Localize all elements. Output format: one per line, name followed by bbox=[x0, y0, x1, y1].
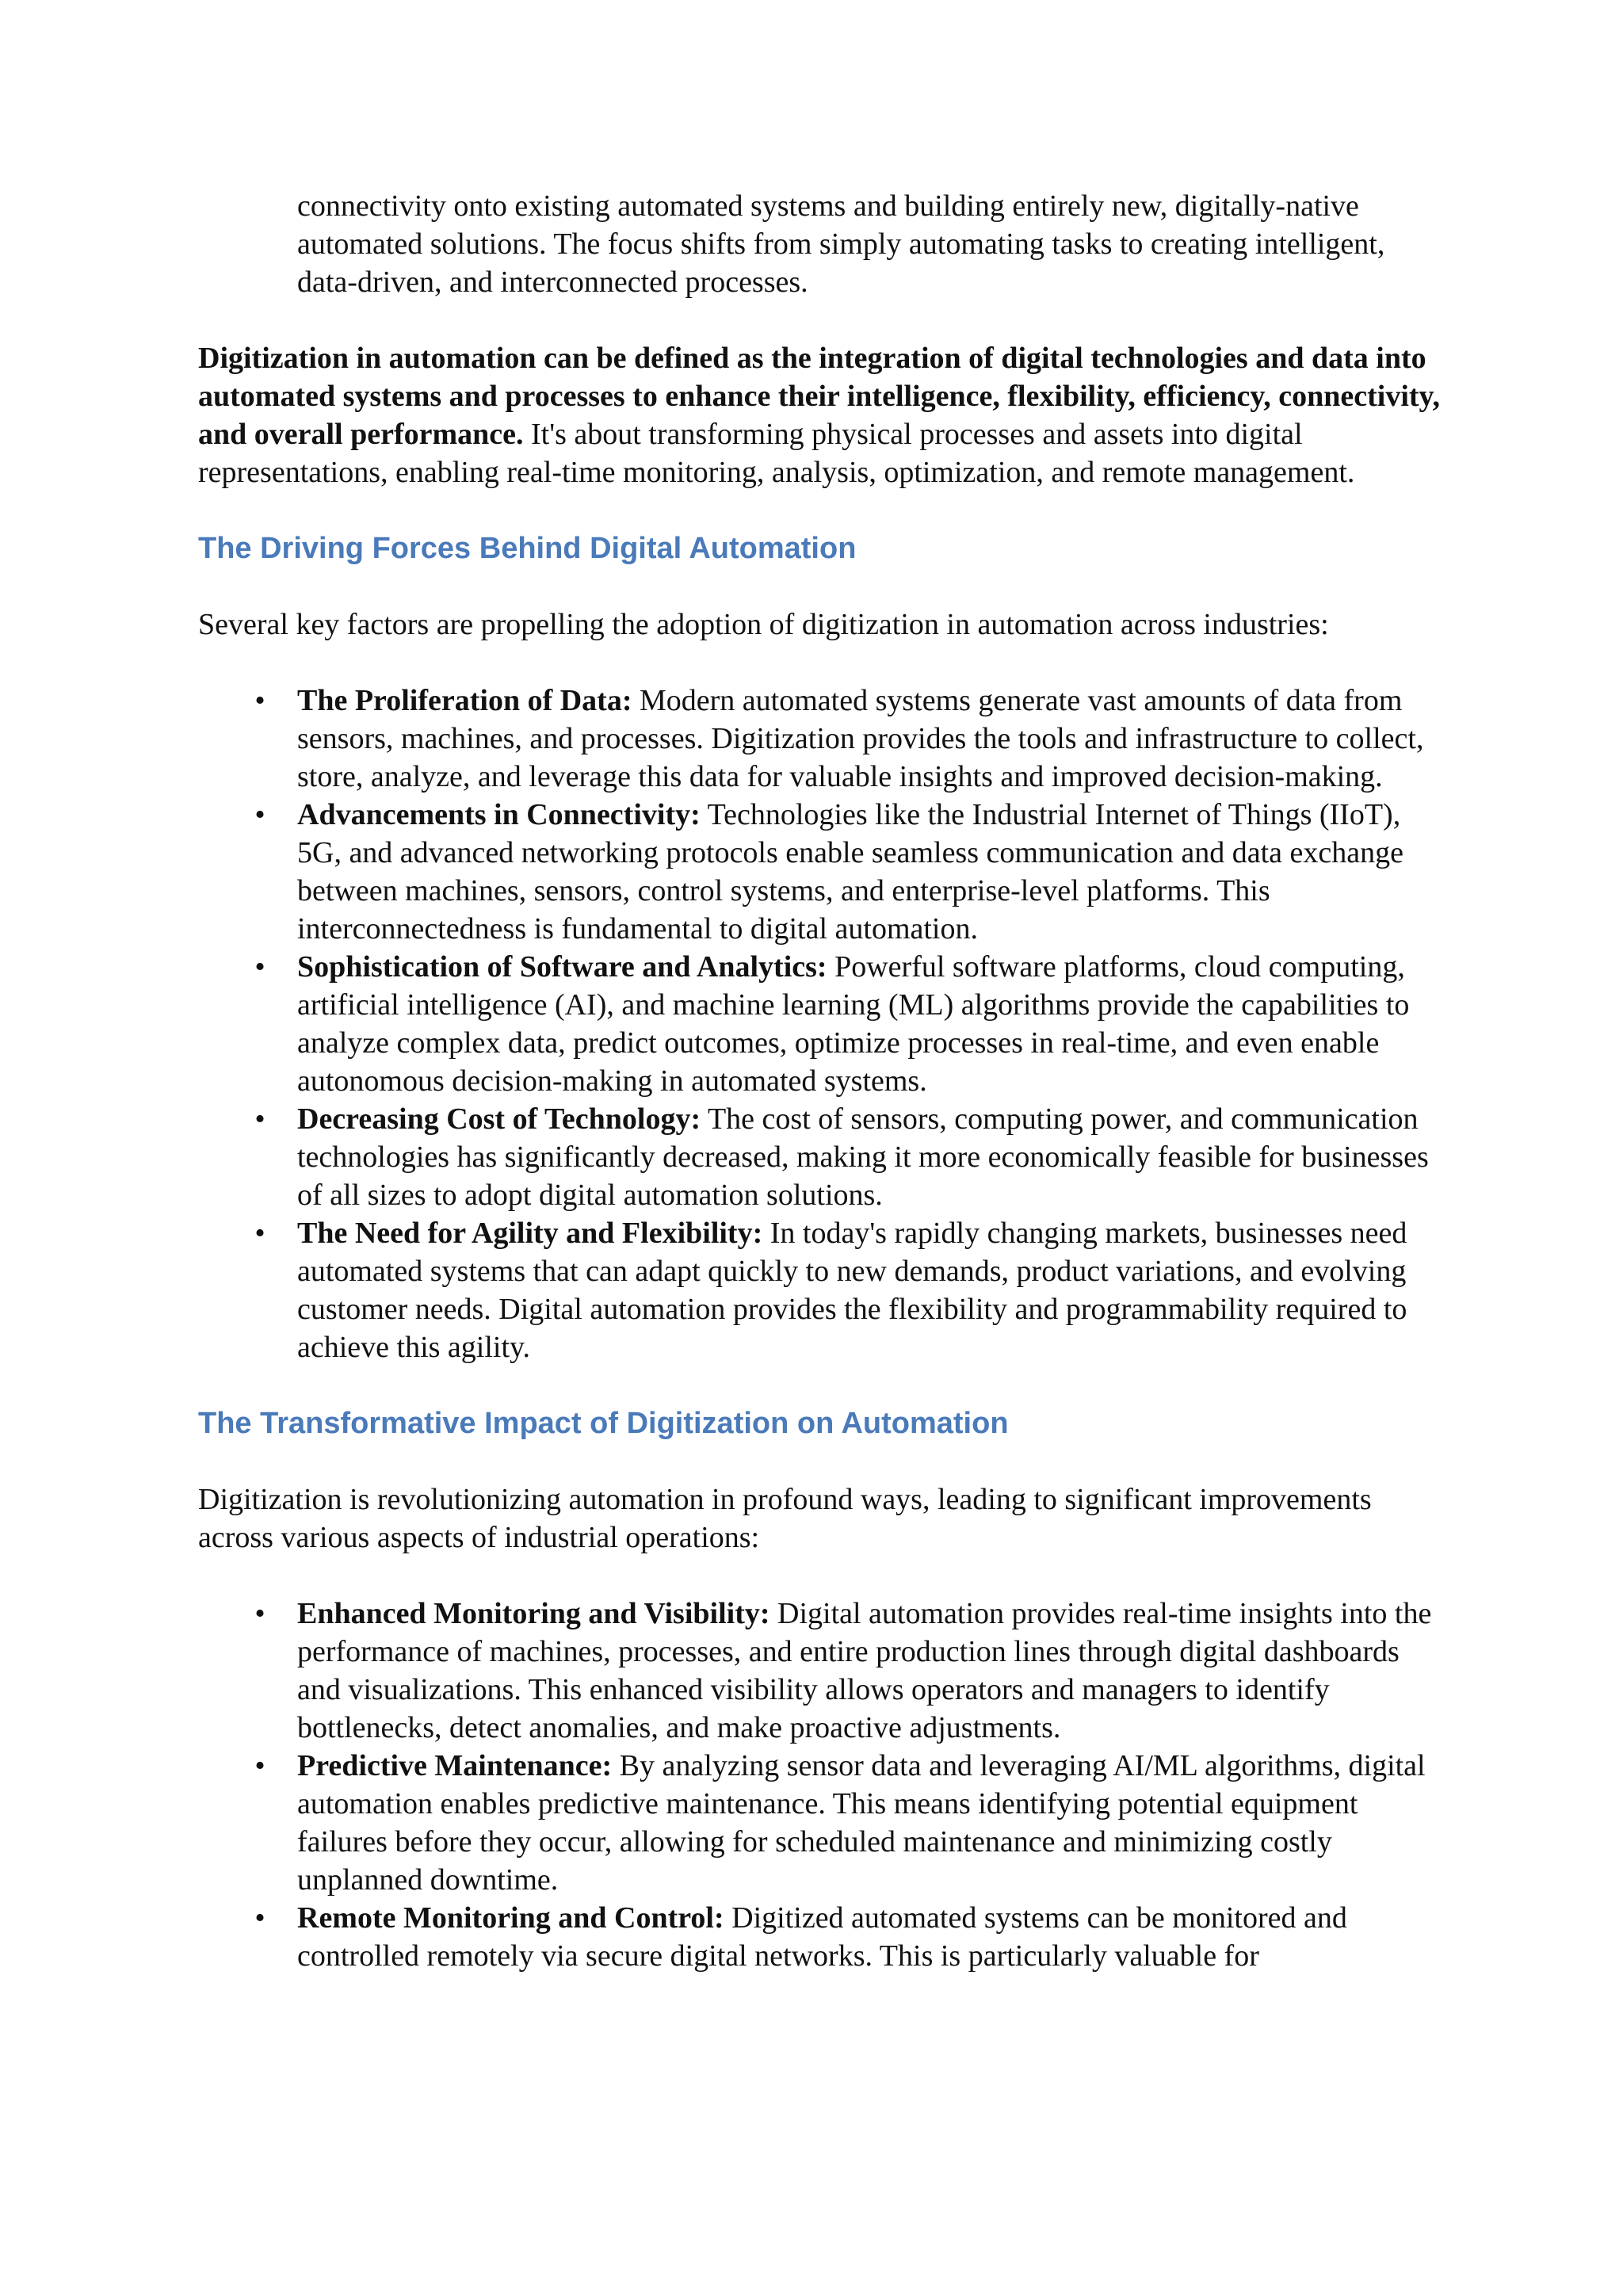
list-item-term: Enhanced Monitoring and Visibility: bbox=[297, 1597, 770, 1630]
document-page bbox=[198, 187, 1442, 2013]
list-item-text: By analyzing sensor data and leveraging AI/ML algorithms, digital automation enables predictive maintenance. This means identifying potential equipment failures before they occur, allowing for scheduled maintenance and minimizing costly unplanned downtime. bbox=[297, 1749, 1426, 1897]
list-item bbox=[198, 948, 1442, 1100]
list-item-term: Advancements in Connectivity: bbox=[297, 798, 701, 831]
list-item bbox=[198, 1214, 1442, 1366]
list-item-text: In today's rapidly changing markets, businesses need automated systems that can adapt quickly to new demands, product variations, and evolving customer needs. Digital automation provides the flexibility and programmability required to achieve this agility. bbox=[297, 1217, 1407, 1364]
section1-intro: Several key factors are propelling the adoption of digitization in automation across industries: bbox=[198, 608, 1329, 641]
definition-bold: Digitization in automation can be defined as the integration of digital technologies and data into automated systems and processes to enhance their intelligence, flexibility, efficiency, connectivity, and overall performance. bbox=[198, 342, 1440, 451]
list-item-text: Modern automated systems generate vast amounts of data from sensors, machines, and processes. Digitization provides the tools and infrastructure to collect, store, analyze, and leverage this data for valuable insights and improved decision-making. bbox=[297, 684, 1424, 793]
list-item-term: The Need for Agility and Flexibility: bbox=[297, 1217, 763, 1250]
bullet-icon: • bbox=[254, 1217, 265, 1250]
bullet-icon: • bbox=[254, 1901, 265, 1935]
bullet-icon: • bbox=[254, 684, 265, 717]
list-item-term: Remote Monitoring and Control: bbox=[297, 1901, 724, 1935]
list-item bbox=[198, 796, 1442, 948]
section2-heading: The Transformative Impact of Digitization on Automation bbox=[198, 1407, 1009, 1440]
bullet-icon: • bbox=[254, 950, 265, 984]
bullet-icon: • bbox=[254, 798, 265, 831]
bullet-icon: • bbox=[254, 1102, 265, 1136]
bullet-icon: • bbox=[254, 1597, 265, 1630]
section2-list bbox=[198, 1595, 1442, 1975]
list-item-term: Sophistication of Software and Analytics: bbox=[297, 950, 827, 984]
list-item bbox=[198, 1899, 1442, 1975]
definition-rest: It's about transforming physical processes and assets into digital representations, enabling real-time monitoring, analysis, optimization, and remote management. bbox=[198, 418, 1355, 489]
bullet-icon: • bbox=[254, 1749, 265, 1782]
section1-heading: The Driving Forces Behind Digital Automation bbox=[198, 532, 857, 565]
list-item bbox=[198, 1747, 1442, 1899]
intro-continuation-paragraph: connectivity onto existing automated systems and building entirely new, digitally-native automated solutions. The focus shifts from simply automating tasks to creating intelligent, data-driven, and interconnected processes. bbox=[297, 189, 1385, 299]
list-item-term: Decreasing Cost of Technology: bbox=[297, 1102, 701, 1136]
list-item-text: Digitized automated systems can be monitored and controlled remotely via secure digital networks. This is particularly valuable for bbox=[297, 1901, 1347, 1973]
section1-list bbox=[198, 682, 1442, 1366]
list-item-term: The Proliferation of Data: bbox=[297, 684, 632, 717]
list-item-text: Powerful software platforms, cloud computing, artificial intelligence (AI), and machine learning (ML) algorithms provide the capabilities to analyze complex data, predict outcomes, optimize processes in real-time, and even enable autonomous decision-making in automated systems. bbox=[297, 950, 1410, 1098]
list-item-text: Technologies like the Industrial Internet of Things (IIoT), 5G, and advanced networking protocols enable seamless communication and data exchange between machines, sensors, control systems, and enterprise-level platforms. This interconnectedness is fundamental to digital automation. bbox=[297, 798, 1404, 946]
list-item-term: Predictive Maintenance: bbox=[297, 1749, 613, 1782]
list-item-text: Digital automation provides real-time insights into the performance of machines, processes, and entire production lines through digital dashboards and visualizations. This enhanced visibility allows operators and managers to identify bottlenecks, detect anomalies, and make proactive adjustments. bbox=[297, 1597, 1432, 1744]
list-item bbox=[198, 682, 1442, 796]
section2-intro: Digitization is revolutionizing automation in profound ways, leading to significant improvements across various aspects of industrial operations: bbox=[198, 1483, 1372, 1554]
definition-paragraph bbox=[198, 339, 1442, 491]
list-item bbox=[198, 1595, 1442, 1747]
list-item bbox=[198, 1100, 1442, 1214]
list-item-text: The cost of sensors, computing power, and communication technologies has significantly decreased, making it more economically feasible for businesses of all sizes to adopt digital automation solutions. bbox=[297, 1102, 1429, 1212]
